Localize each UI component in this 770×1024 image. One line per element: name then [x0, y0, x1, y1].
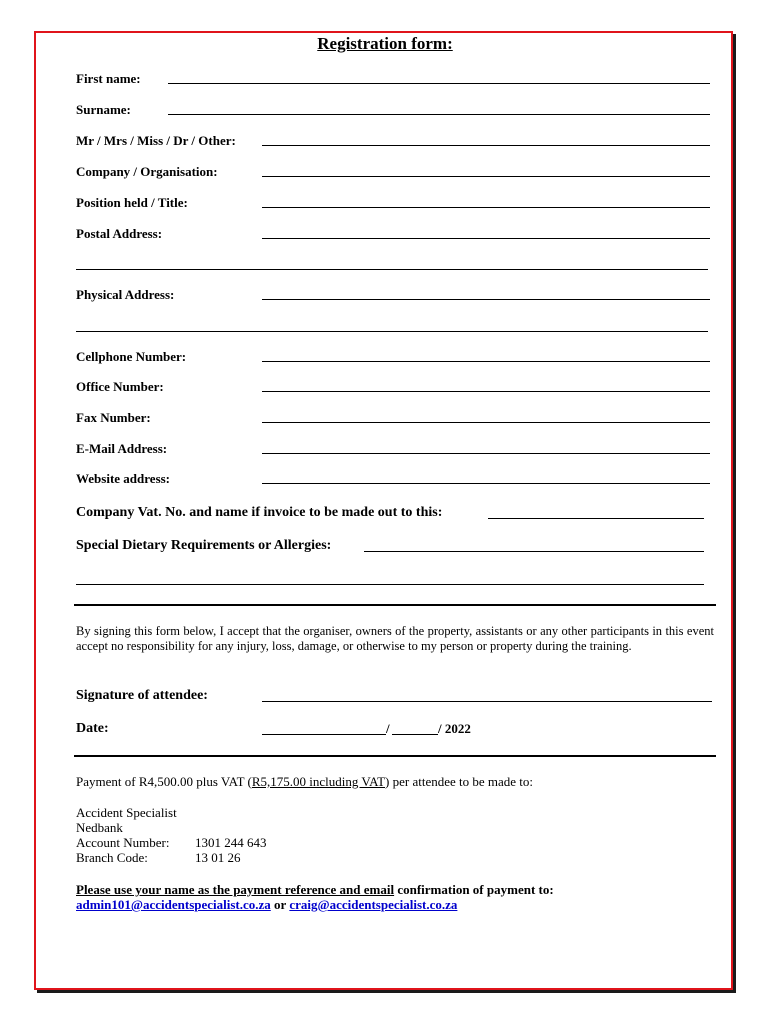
position-field[interactable]: [262, 207, 710, 208]
physical-address-field[interactable]: [262, 299, 710, 300]
first-name-field[interactable]: [168, 83, 710, 84]
account-number-label: Account Number:: [76, 835, 170, 850]
account-number-value: 1301 244 643: [195, 835, 267, 850]
disclaimer-text: By signing this form below, I accept that the organiser, owners of the property, assistants or any other participants in this event accept no responsibility for any injury, loss, damage, or otherwise to my person or property during the training.: [76, 624, 714, 653]
company-label: Company / Organisation:: [76, 164, 218, 179]
office-number-field[interactable]: [262, 391, 710, 392]
website-label: Website address:: [76, 471, 171, 486]
branch-code-label: Branch Code:: [76, 850, 148, 865]
fax-number-label: Fax Number:: [76, 410, 151, 425]
date-month-field[interactable]: [392, 734, 438, 735]
form-title: Registration form:: [317, 34, 453, 53]
postal-address-label: Postal Address:: [76, 226, 163, 241]
signature-label: Signature of attendee:: [76, 688, 208, 703]
date-day-field[interactable]: [262, 734, 386, 735]
website-field[interactable]: [262, 483, 710, 484]
reference-rest: confirmation of payment to:: [394, 882, 554, 897]
physical-address-field-2[interactable]: [76, 331, 708, 332]
surname-field[interactable]: [168, 114, 710, 115]
branch-code-value: 13 01 26: [195, 850, 241, 865]
payment-prefix: Payment of R4,500.00 plus VAT (: [76, 774, 252, 789]
dietary-field-2[interactable]: [76, 584, 704, 585]
company-field[interactable]: [262, 176, 710, 177]
position-label: Position held / Title:: [76, 195, 188, 210]
fax-number-field[interactable]: [262, 422, 710, 423]
email-or: or: [270, 897, 290, 912]
surname-label: Surname:: [76, 102, 131, 117]
salutation-label: Mr / Mrs / Miss / Dr / Other:: [76, 133, 236, 148]
reference-underlined: Please use your name as the payment reference and email: [76, 882, 395, 897]
physical-address-label: Physical Address:: [76, 287, 175, 302]
date-year: / 2022: [438, 721, 471, 736]
date-label: Date:: [76, 721, 109, 736]
payment-incl-vat: R5,175.00 including VAT: [251, 774, 386, 789]
reference-instruction: [76, 882, 554, 897]
vat-label: Company Vat. No. and name if invoice to be made out to this:: [76, 505, 443, 520]
bank-account-name: Accident Specialist: [76, 805, 177, 820]
postal-address-field[interactable]: [262, 238, 710, 239]
email-address-label: E-Mail Address:: [76, 441, 168, 456]
dietary-field[interactable]: [364, 551, 704, 552]
email-link-admin[interactable]: admin101@accidentspecialist.co.za: [76, 897, 271, 912]
payment-suffix: ) per attendee to be made to:: [385, 774, 534, 789]
office-number-label: Office Number:: [76, 379, 164, 394]
date-separator: /: [386, 721, 390, 736]
email-address-field[interactable]: [262, 453, 710, 454]
payment-text: [76, 774, 533, 789]
email-link-craig[interactable]: craig@accidentspecialist.co.za: [289, 897, 458, 912]
signature-field[interactable]: [262, 701, 712, 702]
section-divider: [74, 604, 716, 606]
section-divider-2: [74, 755, 716, 757]
first-name-label: First name:: [76, 71, 141, 86]
bank-name: Nedbank: [76, 820, 123, 835]
postal-address-field-2[interactable]: [76, 269, 708, 270]
vat-field[interactable]: [488, 518, 704, 519]
salutation-field[interactable]: [262, 145, 710, 146]
contact-emails: [76, 897, 457, 912]
cellphone-label: Cellphone Number:: [76, 349, 187, 364]
dietary-label: Special Dietary Requirements or Allergies:: [76, 538, 332, 553]
cellphone-field[interactable]: [262, 361, 710, 362]
